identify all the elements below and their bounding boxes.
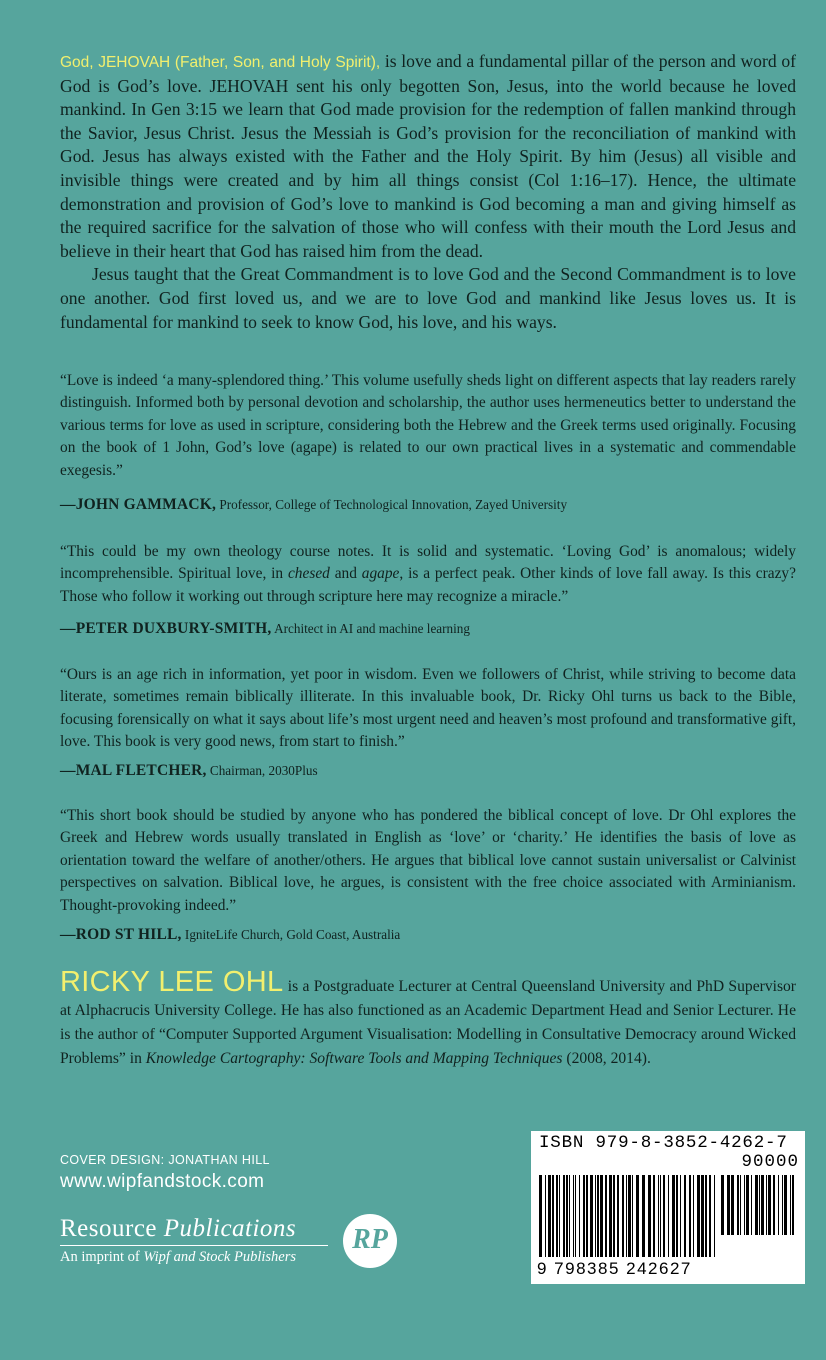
- barcode-bar: [600, 1175, 603, 1257]
- barcode-bar: [721, 1175, 724, 1235]
- barcode-bar: [755, 1175, 758, 1235]
- rp-logo-icon: [343, 1214, 397, 1268]
- barcode-bar: [766, 1175, 767, 1235]
- barcode-bar: [697, 1175, 700, 1257]
- barcode-bar: [552, 1175, 554, 1257]
- barcode-bar: [539, 1175, 542, 1257]
- barcode-bar: [663, 1175, 665, 1257]
- barcode-bar: [609, 1175, 612, 1257]
- barcode-bar: [761, 1175, 764, 1235]
- barcode-bar: [575, 1175, 576, 1257]
- barcode-bar: [792, 1175, 794, 1235]
- endorsement-quote-2-part-c: , is a perfect peak. Other kinds of love fall away. Is this crazy? Those who follow it working out through scripture here may recognize a miracle.”: [60, 565, 796, 605]
- barcode-bar: [746, 1175, 749, 1235]
- barcode-bar: [597, 1175, 599, 1257]
- barcode-bar: [768, 1175, 771, 1235]
- barcode-bar: [731, 1175, 734, 1235]
- author-bio-part-a: is a Postgraduate Lecturer at Central Queensland University and PhD Supervisor at Alphacrucis University College. He has also functioned as an Academic Department Head and Senior Lecturer. He is the author of “Computer Supported Argument Visualisation: Modelling in Consultative Democracy around Wicked Problems” in: [60, 978, 797, 1067]
- barcode-bar: [548, 1175, 551, 1257]
- barcode-bar: [714, 1175, 715, 1257]
- author-bio-book-title: Knowledge Cartography: Software Tools and Mapping Techniques: [145, 1050, 563, 1067]
- endorsement-attribution-4: [60, 926, 400, 944]
- endorsement-quote-1: [60, 370, 796, 482]
- intro-text: [60, 50, 796, 334]
- barcode-main-bars: [539, 1175, 715, 1257]
- barcode-bar: [636, 1175, 639, 1257]
- barcode-bar: [672, 1175, 675, 1257]
- barcode-bar: [573, 1175, 574, 1257]
- publisher-name-b: Publications: [163, 1215, 297, 1242]
- imprint-name: Wipf and Stock Publishers: [143, 1249, 297, 1265]
- barcode-bar: [628, 1175, 631, 1257]
- barcode-bar: [676, 1175, 678, 1257]
- barcode-addon-bars: [721, 1175, 797, 1235]
- barcode-bar: [566, 1175, 568, 1257]
- barcode-bar: [556, 1175, 558, 1257]
- intro-paragraph-1: [60, 50, 796, 263]
- barcode-bar: [569, 1175, 570, 1257]
- barcode-bar: [773, 1175, 775, 1235]
- barcode-bar: [680, 1175, 681, 1257]
- barcode-bar: [751, 1175, 752, 1235]
- endorser-affiliation-3: Chairman, 2030Plus: [209, 763, 318, 778]
- barcode-bar: [689, 1175, 691, 1257]
- endorser-name-3: —MAL FLETCHER,: [60, 762, 207, 779]
- endorser-name-1: —JOHN GAMMACK,: [60, 496, 217, 513]
- barcode-bar: [579, 1175, 580, 1257]
- author-name: RICKY LEE OHL: [60, 966, 284, 998]
- barcode-bar: [684, 1175, 686, 1257]
- publisher-imprint: [60, 1249, 328, 1266]
- barcode-bar: [622, 1175, 624, 1257]
- barcode-bar: [605, 1175, 607, 1257]
- endorser-name-4: —ROD ST HILL,: [60, 926, 182, 943]
- endorsement-quote-2-text: [60, 541, 796, 608]
- barcode-bar: [617, 1175, 619, 1257]
- publisher-rule: [60, 1245, 328, 1246]
- endorser-name-2: —PETER DUXBURY-SMITH,: [60, 620, 272, 637]
- barcode-bar: [790, 1175, 791, 1235]
- endorsement-quote-2-part-a: “This could be my own theology course notes. It is solid and systematic. ‘Loving God’ is anomalous; widely incomprehensible. Spiritual love, in: [60, 543, 796, 583]
- publisher-name: [60, 1215, 328, 1243]
- barcode-bar: [782, 1175, 783, 1235]
- barcode-bar: [653, 1175, 655, 1257]
- endorsement-quote-1-text: “Love is indeed ‘a many-splendored thing.’ This volume usefully sheds light on different aspects that lay readers rarely distinguish. Informed both by personal devotion and scholarship, the author uses hermeneutics better to understand the various terms for love as used in scripture, considering both the Hebrew and the Greek terms used originally. Focusing on the book of 1 John, God’s love (agape) is related to our own practical lives in a systematic and commendable exegesis.”: [60, 372, 796, 479]
- isbn-barcode: [531, 1131, 805, 1284]
- barcode-bar: [784, 1175, 787, 1235]
- endorsement-quote-2-part-b: and: [334, 565, 357, 583]
- credits: [60, 1153, 270, 1193]
- intro-paragraph-1-body: is love and a fundamental pillar of the person and word of God is God’s love. JEHOVAH sent his only begotten Son, Jesus, into the world because he loved mankind. In Gen 3:15 we learn that God made provision for the redemption of fallen mankind through the Savior, Jesus Christ. Jesus the Messiah is God’s provision for the reconciliation of mankind with God. Jesus has always existed with the Father and the Holy Spirit. By him (Jesus) all visible and invisible things were created and by him all things consist (Col 1:16–17). Hence, the ultimate demonstration and provision of God’s love to mankind is God becoming a man and giving himself as the required sacrifice for the salvation of those who will confess with their mouth the Lord Jesus and believe in their heart that God has raised him from the dead.: [60, 51, 796, 261]
- barcode-bar: [701, 1175, 704, 1257]
- intro-paragraph-2: Jesus taught that the Great Commandment is to love God and the Second Commandment is to love one another. God first loved us, and we are to love God and mankind like Jesus loves us. It is fundamental for mankind to seek to know God, his love, and his ways.: [60, 264, 796, 332]
- barcode-bar: [642, 1175, 645, 1257]
- barcode-bar: [545, 1175, 546, 1257]
- barcode-bar: [709, 1175, 711, 1257]
- publisher-website[interactable]: www.wipfandstock.com: [60, 1171, 265, 1192]
- barcode-bar: [737, 1175, 739, 1235]
- endorsement-quote-3: [60, 664, 796, 754]
- endorsement-quote-4-text: “This short book should be studied by anyone who has pondered the biblical concept of love. Dr Ohl explores the Greek and Hebrew words usually translated in English as ‘love’ or ‘charity.’ He identifies the basis of love as orientation toward the welfare of another/others. He argues that biblical love cannot sustain universalist or Calvinist perspectives on salvation. Biblical love, he argues, is consistent with the free choice associated with Arminianism. Thought-provoking indeed.”: [60, 807, 796, 914]
- barcode-bar: [658, 1175, 659, 1257]
- endorser-affiliation-1: Professor, College of Technological Innovation, Zayed University: [219, 497, 568, 512]
- endorsement-attribution-1: [60, 496, 567, 514]
- barcode-bar: [563, 1175, 565, 1257]
- endorsement-quote-2-em-1: chesed: [287, 565, 330, 583]
- barcode-bar: [632, 1175, 633, 1257]
- barcode-bar: [705, 1175, 707, 1257]
- barcode-bar: [740, 1175, 741, 1235]
- author-bio-part-b: (2008, 2014).: [566, 1050, 651, 1067]
- author-bio: [60, 966, 797, 1071]
- endorsement-quote-3-text: “Ours is an age rich in information, yet poor in wisdom. Even we followers of Christ, while striving to become data literate, sometimes remain biblically illiterate. In this invaluable book, Dr. Ricky Ohl turns us back to the Bible, focusing forensically on what it says about life’s most urgent need and heaven’s most profound and transformative gift, love. This book is very good news, from start to finish.”: [60, 666, 796, 751]
- intro-lead: God, JEHOVAH (Father, Son, and Holy Spirit),: [60, 54, 381, 71]
- endorser-affiliation-2: Architect in AI and machine learning: [274, 621, 470, 636]
- barcode-bar: [759, 1175, 760, 1235]
- barcode-bar: [626, 1175, 627, 1257]
- barcode-bar: [668, 1175, 669, 1257]
- barcode-bar: [778, 1175, 779, 1235]
- endorsement-attribution-3: [60, 762, 318, 780]
- barcode-bar: [648, 1175, 651, 1257]
- barcode-bar: [586, 1175, 588, 1257]
- barcode-bar: [613, 1175, 615, 1257]
- barcode-bar: [727, 1175, 730, 1235]
- endorsement-quote-4: [60, 805, 796, 917]
- imprint-prefix: An imprint of: [60, 1249, 140, 1265]
- publisher-name-a: Resource: [60, 1215, 158, 1242]
- ean-digits: 9 798385 242627: [537, 1259, 692, 1278]
- endorsement-attribution-2: [60, 620, 470, 638]
- endorser-affiliation-4: IgniteLife Church, Gold Coast, Australia: [184, 927, 401, 942]
- isbn-label: ISBN 979-8-3852-4262-7: [539, 1133, 788, 1153]
- barcode-bar: [660, 1175, 661, 1257]
- price-code: 90000: [741, 1152, 799, 1172]
- cover-design-credit: COVER DESIGN: JONATHAN HILL: [60, 1153, 270, 1167]
- publisher-block: [60, 1215, 328, 1266]
- barcode-bar: [590, 1175, 593, 1257]
- barcode-bar: [595, 1175, 596, 1257]
- rp-logo-text: RP: [352, 1224, 388, 1255]
- barcode-bar: [559, 1175, 560, 1257]
- barcode-bar: [693, 1175, 694, 1257]
- barcode-bar: [744, 1175, 745, 1235]
- barcode-bar: [583, 1175, 585, 1257]
- endorsement-quote-2: [60, 541, 796, 608]
- endorsement-quote-2-em-2: agape: [361, 565, 400, 583]
